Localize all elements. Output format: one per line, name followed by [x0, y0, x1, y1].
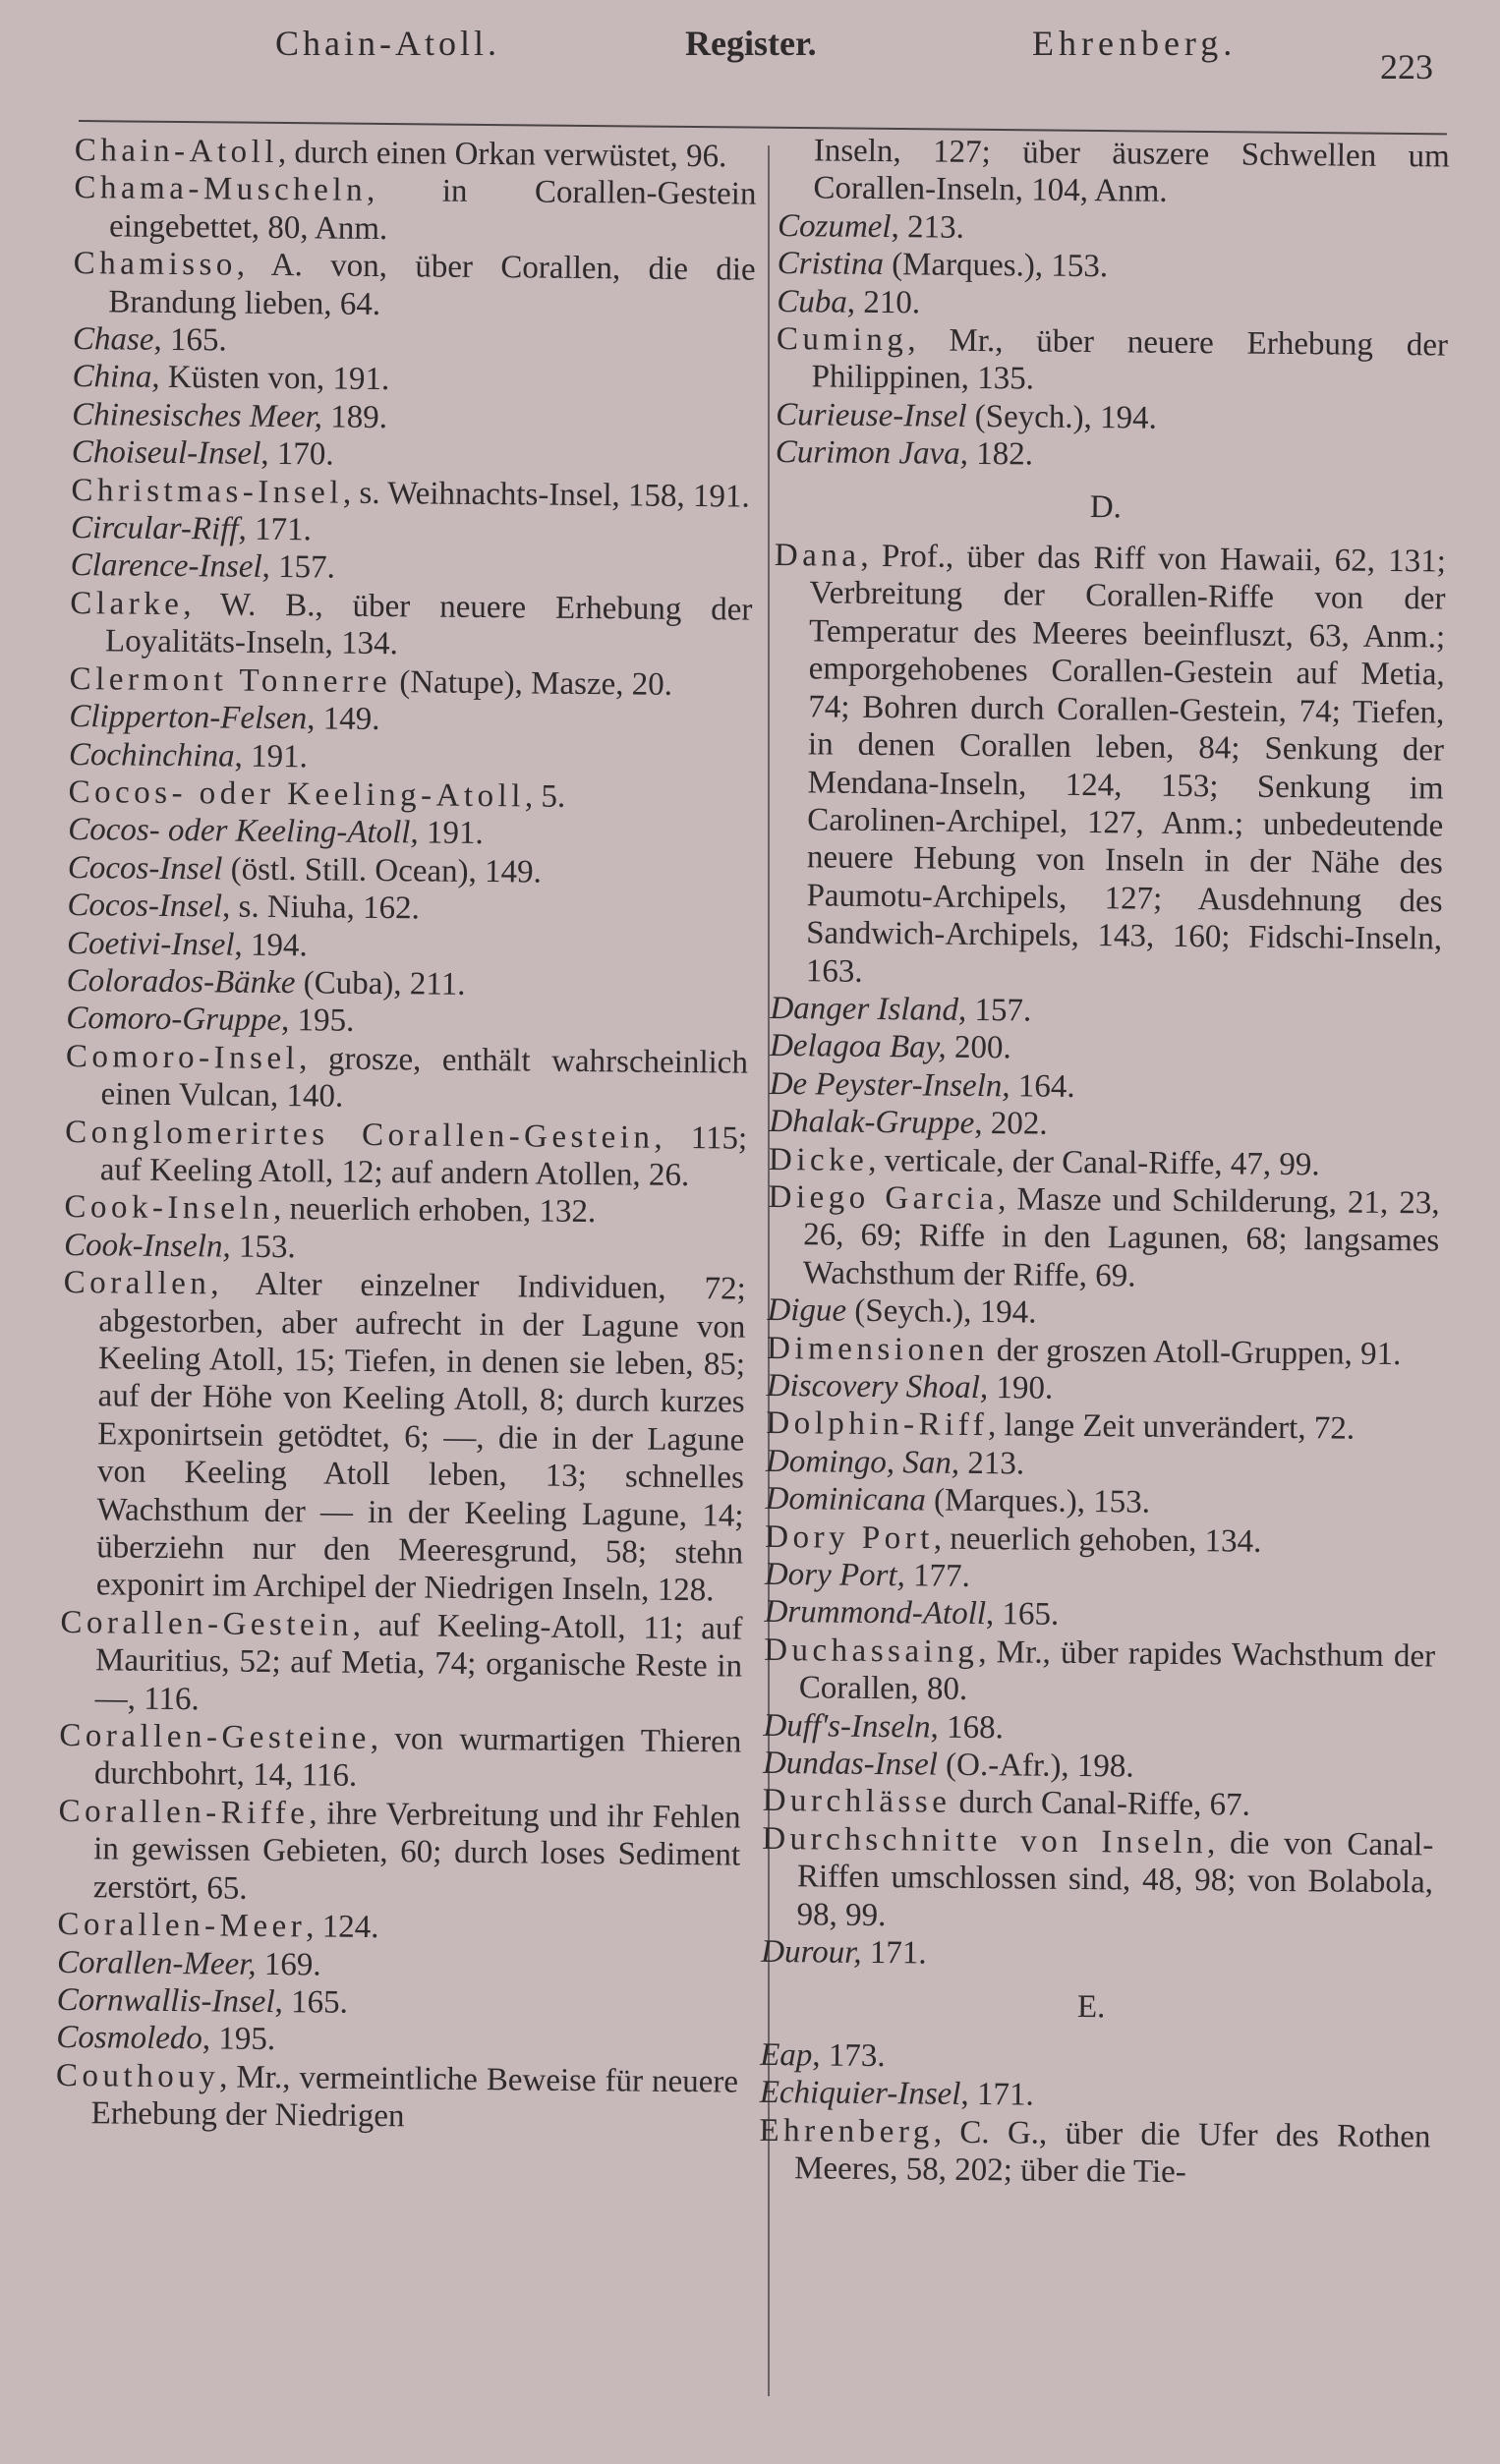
index-references: 164.	[1010, 1068, 1075, 1105]
index-headword: Chama-Muscheln	[74, 170, 368, 209]
index-entry	[72, 396, 754, 440]
index-entry	[760, 2036, 1431, 2081]
index-references: (Marques.), 153.	[925, 1482, 1151, 1520]
index-headword: Comoro-Gruppe	[66, 1001, 282, 1039]
index-section-c	[776, 207, 1450, 478]
index-headword: Chain-Atoll	[74, 132, 279, 170]
index-references: (Natupe), Masze, 20.	[390, 663, 673, 703]
index-references: , 157.	[261, 549, 336, 587]
index-headword: Cook-Inseln	[64, 1189, 274, 1228]
page-number: 223	[1380, 47, 1433, 86]
index-entry	[72, 433, 754, 478]
index-references: , Alter einzelner Individuen, 72; abgestorben, aber aufrecht in der Lagune von Keeling Atoll, 15; Tiefen, in denen sie leben, 85; auf der Höhe von Keeling Atoll, 8; durch kurzes Exponirtsein getödtet, 6; —, die in der Lagune von Keeling Atoll leben, 13; schnelles Wachsthum der — in der Keeling Lagune, 14; überziehn nur den Meeresgrund, 58; stehn exponirt im Archipel der Niedrigen Inseln, 128.	[95, 1266, 746, 1609]
index-headword: Conglomerirtes Corallen-Gestein	[65, 1114, 655, 1156]
index-entry	[67, 887, 749, 931]
index-entry	[65, 1114, 748, 1195]
index-headword: Cuming	[776, 321, 908, 359]
index-headword: Drummond-Atoll	[764, 1594, 987, 1633]
index-headword: Dolphin-Riff	[766, 1405, 989, 1444]
index-entry	[763, 1745, 1434, 1789]
section-letter-d: D.	[1089, 488, 1123, 526]
index-entry	[761, 1933, 1432, 1977]
index-entry	[57, 1943, 739, 1987]
index-section-e	[759, 2036, 1431, 2194]
index-references: 190.	[988, 1370, 1054, 1406]
index-references: (O.-Afr.), 198.	[937, 1747, 1134, 1785]
index-headword: Dundas-Insel	[762, 1745, 939, 1783]
index-entry	[777, 283, 1448, 327]
index-references: , grosze, enthält wahrscheinlich einen Vulcan, 140.	[100, 1040, 749, 1115]
index-entry	[73, 320, 755, 365]
index-references: , 171.	[960, 2077, 1034, 2113]
index-entry	[66, 1000, 748, 1044]
running-head-center: Register.	[685, 24, 817, 63]
index-references: , in Corallen-Gestein eingebettet, 80, Anm.	[108, 173, 757, 247]
index-entry	[68, 849, 750, 893]
index-headword: Echiquier-Insel	[759, 2075, 961, 2113]
index-entry	[767, 1367, 1438, 1411]
index-headword: Durchschnitte von Inseln	[762, 1820, 1208, 1862]
index-references: , s. Niuha, 162.	[221, 888, 420, 927]
index-references: (östl. Still. Ocean), 149.	[222, 851, 543, 890]
index-entry	[71, 546, 753, 591]
index-headword: Chinesisches Meer,	[72, 396, 323, 435]
index-headword: Corallen-Meer	[57, 1907, 307, 1945]
index-column-left	[55, 132, 757, 2139]
index-references: , 115; auf Keeling Atoll, 12; auf andern Atollen, 26.	[99, 1119, 748, 1194]
index-references: , 173.	[812, 2037, 886, 2075]
index-headword: Duff's-Inseln	[763, 1707, 931, 1746]
index-references: der groszen Atoll-Gruppen, 91.	[988, 1332, 1402, 1372]
index-references: , 5.	[524, 778, 566, 815]
index-references: , Mr., über rapides Wachsthum der Corallen, 80.	[798, 1633, 1436, 1708]
index-references: , 149.	[307, 701, 380, 738]
index-entry	[69, 660, 751, 705]
index-headword: Clipperton-Felsen	[69, 699, 308, 737]
index-references: 191.	[418, 815, 484, 852]
index-references: , A. von, über Corallen, die die Brandung lieben, 64.	[108, 247, 756, 322]
index-references: , 195.	[280, 1003, 355, 1040]
index-headword: Dana	[774, 538, 861, 574]
index-entry	[73, 245, 756, 326]
index-headword: Delagoa Bay,	[769, 1028, 947, 1066]
index-headword: Circular-Riff,	[70, 510, 247, 547]
index-headword: Duchassaing	[763, 1632, 979, 1670]
index-entry	[75, 132, 757, 176]
index-entry	[778, 207, 1449, 252]
index-entry	[765, 1480, 1436, 1524]
index-references: 182.	[967, 436, 1034, 473]
index-headword: Corallen	[63, 1265, 211, 1302]
index-references: , auf Keeling-Atoll, 11; auf Mauritius, 52; auf Metia, 74; organische Reste in —, 116.	[94, 1607, 743, 1717]
index-entry	[57, 1981, 739, 2026]
index-headword: Christmas-Insel	[71, 472, 344, 511]
index-headword: Dory Port,	[764, 1556, 906, 1594]
index-references: , von wurmartigen Thieren durchbohrt, 14, 116.	[93, 1721, 742, 1795]
index-entry	[770, 990, 1441, 1034]
index-references: , 124.	[306, 1909, 379, 1946]
index-entry	[776, 396, 1447, 440]
index-references: 213.	[958, 1445, 1025, 1482]
index-entry	[67, 962, 749, 1006]
index-headword: Curieuse-Insel	[776, 396, 967, 434]
index-headword: Cornwallis-Insel	[56, 1981, 275, 2020]
index-headword: Digue	[767, 1292, 847, 1329]
index-references: , 165.	[153, 321, 227, 359]
index-headword: Ehrenberg	[759, 2112, 934, 2150]
index-headword: Clermont Tonnerre	[69, 660, 392, 700]
index-headword: Choiseul-Insel	[71, 434, 261, 473]
index-entry	[55, 2057, 738, 2139]
index-entry	[74, 169, 757, 251]
index-entry	[759, 2112, 1431, 2194]
index-headword: Colorados-Bänke	[66, 962, 296, 1002]
index-references: , 202.	[974, 1106, 1048, 1142]
index-references: , ihre Verbreitung und ihr Fehlen in gewissen Gebieten, 60; durch loses Sediment zerstört, 65.	[92, 1796, 741, 1907]
index-entry	[68, 811, 750, 855]
index-references: (Cuba), 211.	[295, 965, 466, 1003]
index-headword: Cuba	[777, 283, 848, 320]
index-headword: Cocos- oder Keeling-Atoll	[68, 774, 526, 815]
index-entry	[71, 472, 753, 516]
index-references: (Seych.), 194.	[966, 398, 1158, 436]
index-entry	[776, 433, 1447, 478]
index-references: , 210.	[846, 284, 921, 321]
index-references: durch Canal-Riffe, 67.	[951, 1785, 1251, 1824]
index-references: , C. G., über die Ufer des Rothen Meeres, 58, 202; über die Tie-	[793, 2114, 1431, 2191]
index-entry	[767, 1330, 1438, 1374]
index-headword: Cristina	[777, 246, 885, 283]
index-references: 171.	[861, 1934, 927, 1972]
index-headword: China,	[72, 359, 160, 396]
index-entry	[770, 1065, 1441, 1110]
index-references: , Masze und Schilderung, 21, 23, 26, 69; Riffe in den Lagunen, 68; langsames Wachsthum der Riffe, 69.	[802, 1181, 1440, 1294]
index-entry	[57, 1906, 739, 1950]
section-letter-e: E.	[1076, 1988, 1106, 2025]
index-headword: Dhalak-Gruppe	[769, 1104, 975, 1142]
index-entry	[768, 1178, 1440, 1298]
index-headword: Clarence-Insel	[70, 547, 262, 586]
index-headword: Cosmoledo	[56, 2020, 203, 2057]
index-references: , die von Canal-Riffen umschlossen sind, 48, 98; von Bolabola, 98, 99.	[796, 1825, 1434, 1933]
index-references: , 168.	[930, 1709, 1005, 1746]
index-headword: Coetivi-Insel	[66, 925, 235, 963]
index-entry	[761, 1820, 1433, 1940]
index-references: (Seych.), 194.	[845, 1292, 1037, 1331]
index-headword: Corallen-Meer,	[56, 1944, 257, 1982]
index-references: 171.	[246, 511, 312, 548]
index-headword: Cook-Inseln,	[63, 1227, 231, 1265]
index-entry	[765, 1556, 1436, 1600]
index-entry	[65, 1038, 748, 1119]
index-references: (Marques.), 153.	[883, 247, 1109, 285]
index-entry	[56, 2019, 738, 2063]
index-headword: Durchlässe	[762, 1783, 952, 1821]
index-headword: Domingo, San,	[765, 1443, 960, 1481]
index-entry	[69, 698, 751, 742]
index-headword: Chamisso	[73, 246, 238, 283]
index-references: , neuerlich erhoben, 132.	[272, 1191, 597, 1231]
index-headword: Cozumel	[777, 207, 892, 245]
index-entry	[60, 1604, 743, 1724]
running-head-right: Ehrenberg.	[1032, 24, 1238, 63]
index-references: 153.	[230, 1229, 296, 1265]
index-references: , Mr., über neuere Erhebung der Philippinen, 135.	[811, 322, 1449, 397]
index-section-d	[761, 537, 1446, 1977]
index-references: , 213.	[891, 208, 964, 246]
index-headword: Corallen-Gesteine	[59, 1717, 372, 1757]
index-headword: Diego Garcia	[768, 1178, 999, 1218]
index-entry-continuation: Inseln, 127; über äuszere Schwellen um Corallen-Inseln, 104, Anm.	[813, 133, 1450, 210]
index-references: , durch einen Orkan verwüstet, 96.	[277, 134, 727, 175]
index-entry	[72, 358, 754, 402]
index-headword: Clarke	[70, 585, 184, 622]
index-entry	[59, 1717, 742, 1799]
index-entry	[61, 1264, 746, 1610]
index-headword: Eap	[760, 2036, 813, 2074]
index-headword: Discovery Shoal,	[766, 1367, 989, 1406]
index-entry	[778, 245, 1449, 289]
index-entry	[764, 1632, 1436, 1713]
index-entry	[765, 1519, 1436, 1563]
index-references: , verticale, der Canal-Riffe, 47, 99.	[868, 1142, 1320, 1182]
index-entry	[766, 1443, 1437, 1487]
index-headword: Couthouy	[55, 2057, 220, 2095]
index-entry	[64, 1227, 746, 1271]
index-headword: Dominicana	[765, 1481, 926, 1519]
index-headword: Chase	[72, 321, 154, 358]
index-entry	[70, 585, 753, 666]
index-headword: Comoro-Insel	[65, 1038, 300, 1076]
index-references: 200.	[946, 1030, 1011, 1066]
index-headword: Cocos- oder Keeling-Atoll,	[68, 812, 419, 851]
index-references: , W. B., über neuere Erhebung der Loyalitäts-Inseln, 134.	[104, 586, 753, 662]
index-references: , s. Weihnachts-Insel, 158, 191.	[342, 475, 750, 515]
index-entry	[69, 735, 751, 779]
index-headword: Cochinchina	[68, 736, 235, 774]
index-entry	[763, 1782, 1434, 1826]
index-references: 189.	[321, 399, 388, 435]
index-column-right	[759, 132, 1450, 2194]
index-references: , Mr., vermeintliche Beweise für neuere Erhebung der Niedrigen	[90, 2059, 739, 2135]
index-headword: Corallen-Gestein	[60, 1604, 354, 1643]
index-references: Küsten von, 191.	[159, 360, 390, 398]
index-headword: De Peyster-Inseln,	[769, 1065, 1010, 1105]
index-headword: Cocos-Insel	[67, 849, 223, 888]
index-headword: Curimon Java,	[775, 434, 969, 473]
index-headword: Corallen-Riffe	[58, 1793, 310, 1832]
index-headword: Danger Island,	[770, 990, 967, 1028]
index-entry	[771, 537, 1446, 996]
index-entry	[770, 1027, 1441, 1071]
index-entry	[71, 509, 753, 553]
index-headword: Dimensionen	[766, 1330, 989, 1368]
index-entry	[760, 2074, 1431, 2118]
index-references: , Prof., über das Riff von Hawaii, 62, 131; Verbreitung der Corallen-Riffe von der Temperatur des Meeres beeinfluszt, 63, Anm.; emporgehobenes Corallen-Gestein auf Metia, 74; Bohren durch Corallen-Gestein, 74; Tiefen, in denen Corallen leben, 84; Senkung der Mendana-Inseln, 124, 153; Senkung im Carolinen-Archipel, 127, Anm.; unbedeutende neuere Hebung von Inseln in der Nähe des Paumotu-Archipels, 127; Ausdehnung des Sandwich-Archipels, 143, 160; Fidschi-Inseln, 163.	[805, 538, 1447, 990]
index-references: , lange Zeit unverändert, 72.	[987, 1407, 1356, 1448]
index-references: , 191.	[234, 738, 308, 774]
index-headword: Cocos-Insel	[67, 888, 223, 925]
index-headword: Dory Port	[765, 1519, 935, 1557]
index-entry	[776, 320, 1448, 402]
index-entry	[67, 924, 749, 968]
index-references: , 165.	[985, 1596, 1060, 1633]
index-entry	[767, 1291, 1438, 1336]
index-references: 177.	[904, 1558, 971, 1594]
index-entry	[764, 1593, 1435, 1637]
index-headword: Durour,	[761, 1934, 862, 1971]
index-references: , neuerlich gehoben, 134.	[933, 1520, 1262, 1560]
index-entry	[763, 1707, 1434, 1751]
index-entry	[64, 1188, 746, 1232]
index-headword: Dicke	[768, 1141, 869, 1178]
index-references: , 195.	[202, 2021, 276, 2058]
index-references: , 194.	[234, 927, 308, 963]
index-entry	[769, 1141, 1440, 1185]
index-entry	[766, 1404, 1437, 1449]
index-entry	[769, 1103, 1440, 1147]
index-references: 169.	[256, 1946, 321, 1982]
running-head-left: Chain-Atoll.	[275, 24, 500, 63]
index-references: , 165.	[274, 1983, 349, 2021]
index-references: 157.	[966, 992, 1032, 1029]
index-references: , 170.	[260, 436, 334, 473]
index-entry	[58, 1793, 741, 1913]
index-entry	[68, 774, 750, 818]
